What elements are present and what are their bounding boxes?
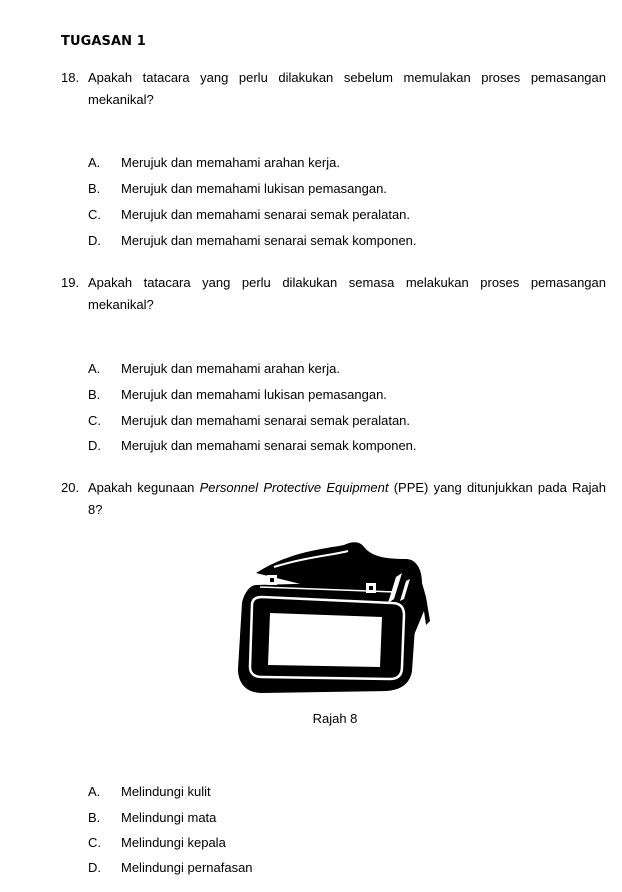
option-text: Merujuk dan memahami arahan kerja. bbox=[121, 155, 340, 170]
option-text: Melindungi kepala bbox=[121, 835, 226, 850]
question-19 bbox=[61, 272, 606, 316]
option-text: Merujuk dan memahami lukisan pemasangan. bbox=[121, 181, 387, 196]
question-text: Apakah tatacara yang perlu dilakukan semasa melakukan proses pemasangan mekanikal? bbox=[88, 275, 606, 312]
question-text-end: (PPE) yang ditunjukkan pada Rajah 8? bbox=[88, 480, 606, 517]
question-text: Apakah tatacara yang perlu dilakukan sebelum memulakan proses pemasangan mekanikal? bbox=[88, 70, 606, 107]
option-letter: D. bbox=[88, 438, 101, 453]
option-text: Merujuk dan memahami arahan kerja. bbox=[121, 361, 340, 376]
option-text: Merujuk dan memahami senarai semak peralatan. bbox=[121, 413, 411, 428]
option-text: Melindungi pernafasan bbox=[121, 860, 253, 875]
question-number: 19. bbox=[61, 275, 80, 290]
figure-caption: Rajah 8 bbox=[312, 711, 358, 726]
option-letter: D. bbox=[88, 233, 101, 248]
option-letter: C. bbox=[88, 413, 101, 428]
option-text: Merujuk dan memahami senarai semak komponen. bbox=[121, 233, 417, 248]
option-letter: C. bbox=[88, 835, 101, 850]
question-20 bbox=[61, 477, 606, 521]
option-text: Melindungi mata bbox=[121, 810, 217, 825]
question-number: 18. bbox=[61, 70, 80, 85]
question-text-start: Apakah kegunaan bbox=[88, 480, 200, 495]
option-letter: A. bbox=[88, 784, 101, 799]
option-text: Merujuk dan memahami lukisan pemasangan. bbox=[121, 387, 387, 402]
option-letter: C. bbox=[88, 207, 101, 222]
option-letter: B. bbox=[88, 387, 101, 402]
option-letter: B. bbox=[88, 181, 101, 196]
welding-goggles-drawing bbox=[236, 537, 434, 697]
welding-goggles-icon bbox=[236, 537, 434, 697]
option-letter: B. bbox=[88, 810, 101, 825]
question-text bbox=[88, 477, 606, 521]
page-heading: TUGASAN 1 bbox=[61, 34, 146, 49]
option-letter: A. bbox=[88, 155, 101, 170]
question-number: 20. bbox=[61, 480, 80, 495]
option-letter: A. bbox=[88, 361, 101, 376]
question-18 bbox=[61, 67, 606, 111]
option-text: Merujuk dan memahami senarai semak komponen. bbox=[121, 438, 417, 453]
question-text-italic: Personnel Protective Equipment bbox=[199, 480, 389, 495]
option-text: Melindungi kulit bbox=[121, 784, 211, 799]
option-text: Merujuk dan memahami senarai semak peralatan. bbox=[121, 207, 411, 222]
option-letter: D. bbox=[88, 860, 101, 875]
